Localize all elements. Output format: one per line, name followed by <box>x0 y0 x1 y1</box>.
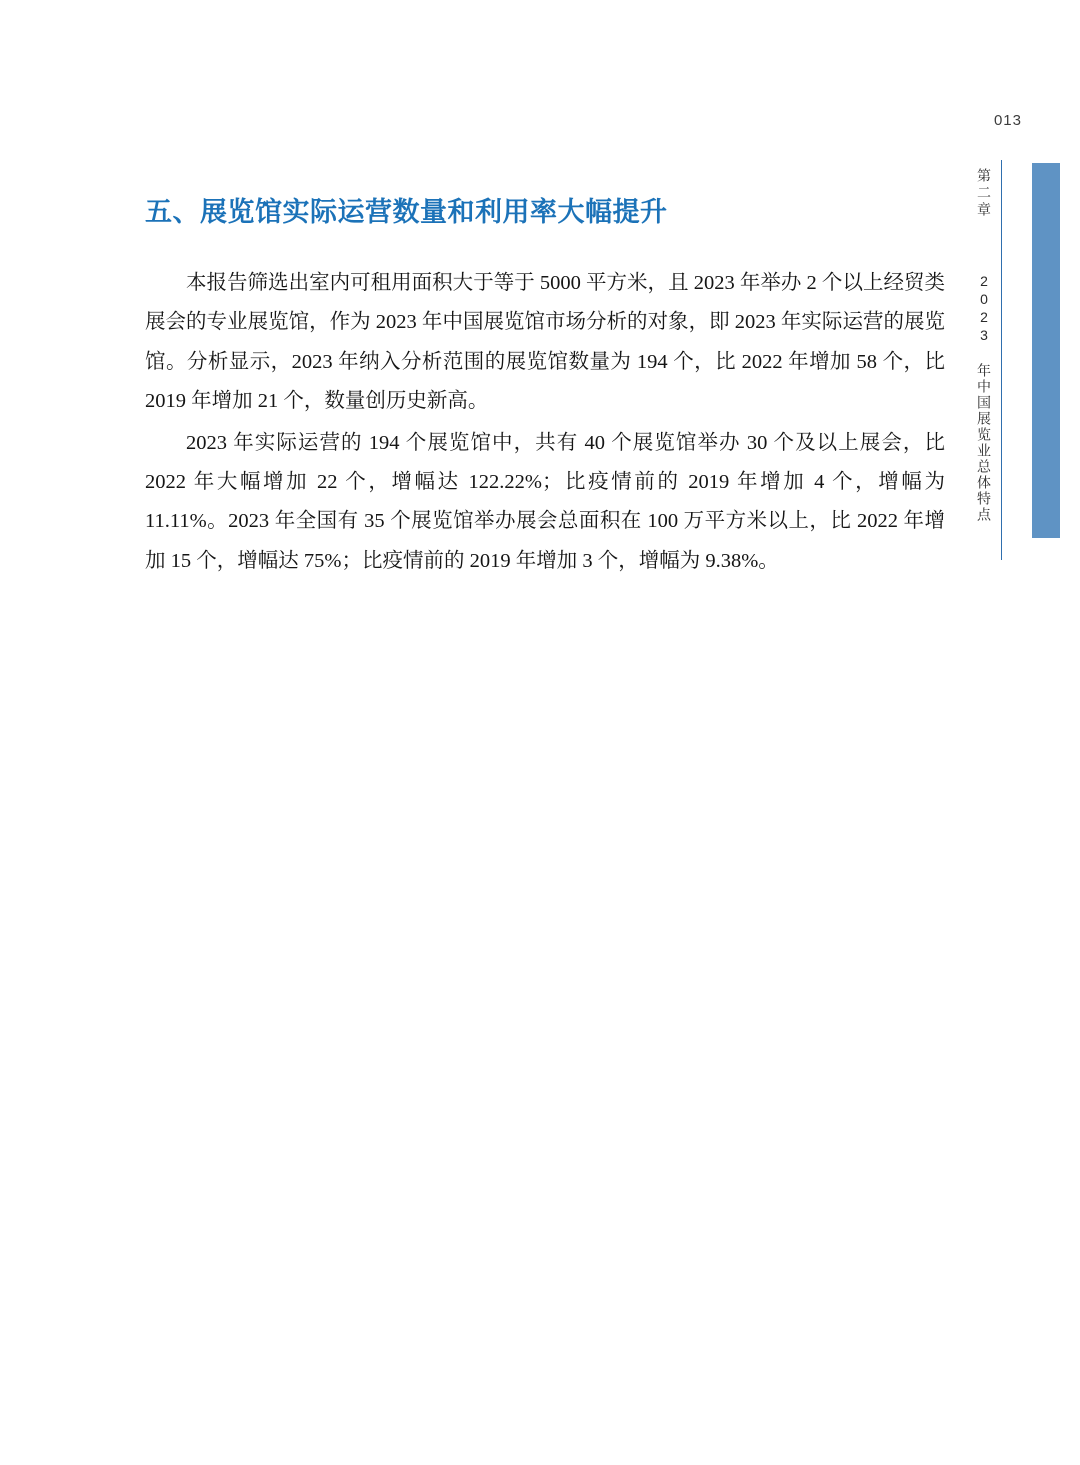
main-content <box>145 195 945 583</box>
body-paragraph-1: 本报告筛选出室内可租用面积大于等于 5000 平方米，且 2023 年举办 2 个以上经贸类展会的专业展览馆，作为 2023 年中国展览馆市场分析的对象，即 2023 年实际运营的展览馆。分析显示，2023 年纳入分析范围的展览馆数量为 194 个，比 2022 年增加 58 个，比 2019 年增加 21 个，数量创历史新高。 <box>145 272 945 413</box>
sidebar-chapter-title: 2023 年中国展览业总体特点 <box>976 273 992 523</box>
body-paragraph-2: 2023 年实际运营的 194 个展览馆中，共有 40 个展览馆举办 30 个及以上展会，比 2022 年大幅增加 22 个，增幅达 122.22%；比疫情前的 2019 年增加 4 个，增幅为 11.11%。2023 年全国有 35 个展览馆举办展会总面积在 100 万平方米以上，比 2022 年增加 15 个，增幅达 75%；比疫情前的 2019 年增加 3 个，增幅为 9.38%。 <box>145 431 945 572</box>
sidebar-chapter-marker <box>968 168 994 523</box>
sidebar-rule <box>1001 160 1002 560</box>
page-number: 013 <box>993 112 1022 129</box>
sidebar-chapter-label: 第二章 <box>976 168 992 219</box>
sidebar-accent-block <box>1032 163 1060 538</box>
section-heading: 五、展览馆实际运营数量和利用率大幅提升 <box>145 197 668 227</box>
